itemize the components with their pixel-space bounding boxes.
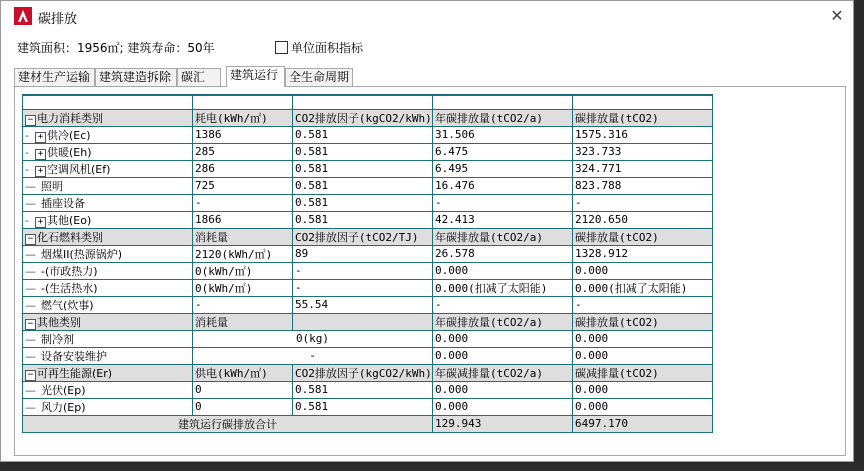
value-cell: 0.581 [293,126,433,143]
value-cell: 0.000 [433,262,573,279]
header-cell: 碳排放量(tCO2) [573,109,713,126]
tab-label: 建材生产运输 [18,70,91,84]
value-cell: 1866 [193,211,293,228]
header-cell [23,364,193,381]
value-cell: 0.000 [433,330,573,347]
value-cell: 0.000 [573,398,713,415]
value-cell: 0.000 [573,381,713,398]
table-top-row [23,95,713,109]
row-name: 制冷剂 [41,332,74,346]
table-row[interactable] [23,330,713,347]
row-name: 设备安装维护 [41,349,107,363]
header-cell [293,313,433,330]
value-cell: 0.581 [293,194,433,211]
tree-line-icon: — [25,196,36,210]
tab-label: 建筑建造拆除 [99,70,172,84]
row-name: 空调风机(Ef) [47,162,111,176]
section-title: 电力消耗类别 [37,111,103,125]
row-name: -(生活热水) [41,281,98,295]
row-name-cell [23,330,193,347]
header-cell: 消耗量 [193,228,293,245]
table-row[interactable] [23,194,713,211]
row-name-cell [23,177,193,194]
table-row[interactable] [23,245,713,262]
tree-line-icon: - [25,145,29,159]
row-name: 风力(Ep) [41,400,86,414]
value-cell: 42.413 [433,211,573,228]
value-cell: 0.000 [433,398,573,415]
value-cell: 0.581 [293,381,433,398]
header-cell: 消耗量 [193,313,293,330]
tree-line-icon: — [25,264,36,278]
header-cell: 年碳排放量(tCO2/a) [433,228,573,245]
value-cell: 55.54 [293,296,433,313]
tab-panel-building-operation [14,86,846,456]
close-icon: ✕ [830,6,844,25]
tree-line-icon: - [25,162,29,176]
table-row[interactable] [23,177,713,194]
tree-line-icon: — [25,179,36,193]
value-cell: 16.476 [433,177,573,194]
building-info-text: 建筑面积：1956㎡; 建筑寿命：50年 [17,41,215,55]
total-row [23,415,713,432]
value-cell: 1328.912 [573,245,713,262]
value-cell: 286 [193,160,293,177]
header-cell: 耗电(kWh/㎡) [193,109,293,126]
table-cell [293,95,433,109]
row-name: 照明 [41,179,63,193]
value-cell: 0.581 [293,160,433,177]
header-cell [23,109,193,126]
value-cell: 2120(kWh/㎡) [193,245,293,262]
value-cell: 0.000(扣减了太阳能) [433,279,573,296]
value-cell: - [293,262,433,279]
merged-value-cell: 0(kg) [193,330,433,347]
table-cell [573,95,713,109]
expand-icon[interactable]: + [35,217,46,228]
tab-label: 全生命周期 [289,70,350,84]
value-cell: 0(kWh/㎡) [193,262,293,279]
value-cell: 6.495 [433,160,573,177]
tree-line-icon: - [25,128,29,142]
header-cell [23,313,193,330]
section-title: 化石燃料类别 [37,230,103,244]
value-cell: - [193,296,293,313]
value-cell: 6.475 [433,143,573,160]
section-header-row [23,364,713,381]
row-name: 烟煤II(热源锅炉) [41,247,123,261]
section-title: 其他类别 [37,315,81,329]
value-cell: 0.000(扣减了太阳能) [573,279,713,296]
header-cell [23,228,193,245]
value-cell: - [193,194,293,211]
tree-line-icon: — [25,349,36,363]
table-cell [433,95,573,109]
table-row[interactable] [23,398,713,415]
header-cell: 碳排放量(tCO2) [573,313,713,330]
expand-icon[interactable]: + [35,132,46,143]
table-cell [193,95,293,109]
merged-value-cell: - [193,347,433,364]
row-name: 供暖(Eh) [47,145,92,159]
value-cell: 823.788 [573,177,713,194]
row-name-cell [23,347,193,364]
header-cell: CO2排放因子(kgCO2/kWh) [293,364,433,381]
value-cell: 1575.316 [573,126,713,143]
close-button[interactable] [827,6,847,26]
value-cell: 1386 [193,126,293,143]
table-row[interactable] [23,279,713,296]
row-name: 其他(Eo) [47,213,92,227]
row-name-cell [23,279,193,296]
value-cell: 0 [193,398,293,415]
window-title: 碳排放 [38,12,78,27]
value-cell: 0.000 [573,330,713,347]
row-name: 插座设备 [41,196,85,210]
checkbox-label: 单位面积指标 [291,41,364,55]
header-cell: 供电(kWh/㎡) [193,364,293,381]
value-cell: 0.000 [573,347,713,364]
value-cell: 0.581 [293,177,433,194]
table-row[interactable] [23,160,713,177]
header-cell: 年碳减排量(tCO2/a) [433,364,573,381]
value-cell: - [573,296,713,313]
total-annual-cell: 129.943 [433,415,573,432]
tree-line-icon: — [25,247,36,261]
row-name-cell [23,194,193,211]
total-label: 建筑运行碳排放合计 [23,415,433,432]
tab-full-lifecycle[interactable] [285,68,353,86]
value-cell: - [433,194,573,211]
table-row[interactable] [23,381,713,398]
value-cell: 31.506 [433,126,573,143]
value-cell: - [293,279,433,296]
row-name-cell [23,262,193,279]
tree-line-icon: — [25,298,36,312]
row-name-cell [23,126,193,143]
row-name-cell [23,143,193,160]
row-name-cell [23,211,193,228]
value-cell: 0.000 [433,347,573,364]
section-header-row [23,109,713,126]
value-cell: 285 [193,143,293,160]
value-cell: 26.578 [433,245,573,262]
row-name: 燃气(炊事) [41,298,94,312]
title-bar [1,1,853,31]
expand-icon[interactable]: + [35,166,46,177]
value-cell: - [433,296,573,313]
value-cell: 0.581 [293,211,433,228]
header-cell: 碳排放量(tCO2) [573,228,713,245]
section-title: 可再生能源(Er) [37,366,113,380]
row-name-cell [23,398,193,415]
value-cell: 0.000 [573,262,713,279]
table-row[interactable] [23,143,713,160]
value-cell: 0.000 [433,381,573,398]
emission-table [22,94,713,433]
collapse-icon[interactable]: − [25,319,36,330]
tab-material-production[interactable] [14,68,95,86]
section-header-row [23,313,713,330]
collapse-icon[interactable]: − [25,115,36,126]
table-row[interactable] [23,347,713,364]
row-name-cell [23,381,193,398]
value-cell: 2120.650 [573,211,713,228]
table-row[interactable] [23,296,713,313]
value-cell: - [573,194,713,211]
tab-label: 碳汇 [181,70,206,84]
autocad-logo-icon [14,7,32,25]
value-cell: 323.733 [573,143,713,160]
value-cell: 0.581 [293,398,433,415]
header-cell: 年碳排放量(tCO2/a) [433,313,573,330]
row-name-cell [23,296,193,313]
expand-icon[interactable]: + [35,149,46,160]
tab-carbon-sink[interactable] [177,68,221,86]
row-name-cell [23,160,193,177]
row-name: -(市政热力) [41,264,98,278]
unit-area-checkbox[interactable] [275,39,363,56]
table-row[interactable] [23,211,713,228]
value-cell: 89 [293,245,433,262]
checkbox-box[interactable] [275,41,288,54]
value-cell: 324.771 [573,160,713,177]
tree-line-icon: — [25,281,36,295]
row-name: 供冷(Ec) [47,128,91,142]
tab-construction-demolition[interactable] [95,68,177,86]
tree-line-icon: — [25,383,36,397]
tree-line-icon: — [25,400,36,414]
header-cell: 碳减排量(tCO2) [573,364,713,381]
section-header-row [23,228,713,245]
header-cell: CO2排放因子(tCO2/TJ) [293,228,433,245]
tab-label: 建筑运行 [230,68,279,82]
value-cell: 0(kWh/㎡) [193,279,293,296]
header-cell: CO2排放因子(kgCO2/kWh) [293,109,433,126]
tree-line-icon: - [25,213,29,227]
tree-line-icon: — [25,332,36,346]
table-cell [23,95,193,109]
row-name: 光伏(Ep) [41,383,86,397]
row-name-cell [23,245,193,262]
collapse-icon[interactable]: − [25,234,36,245]
table-row[interactable] [23,126,713,143]
value-cell: 725 [193,177,293,194]
header-cell: 年碳排放量(tCO2/a) [433,109,573,126]
table-row[interactable] [23,262,713,279]
total-value-cell: 6497.170 [573,415,713,432]
tab-building-operation[interactable] [226,66,285,87]
value-cell: 0.581 [293,143,433,160]
collapse-icon[interactable]: − [25,370,36,381]
value-cell: 0 [193,381,293,398]
